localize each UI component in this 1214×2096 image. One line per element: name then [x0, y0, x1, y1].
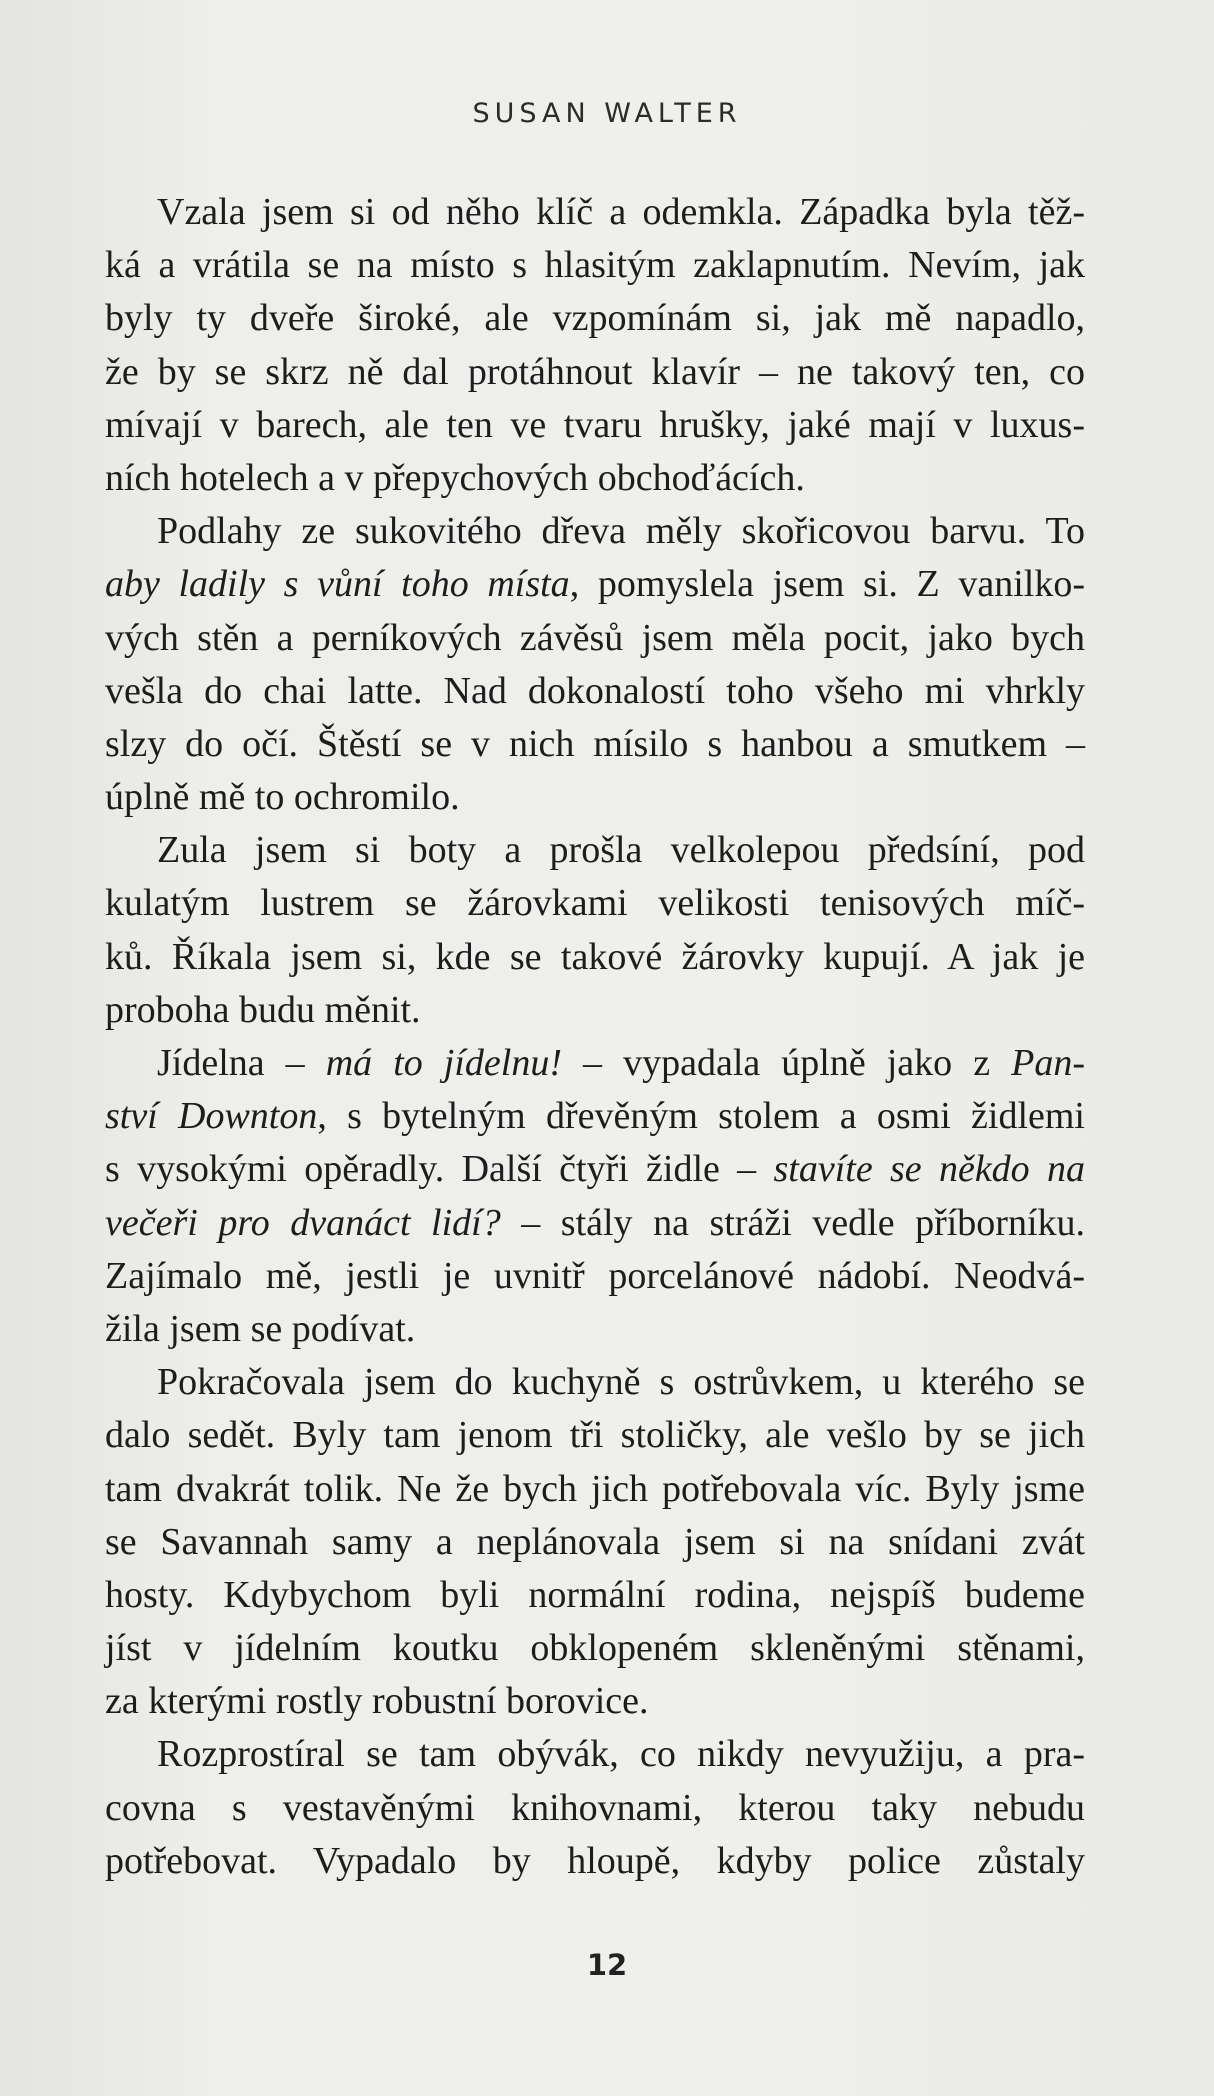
text-segment: , s bytelným dřevěným stolem a osmi židlemi: [317, 1095, 1085, 1138]
text-line: [105, 718, 1085, 771]
text-segment: vešla do chai latte. Nad dokonalostí toho všeho mi vhrkly: [105, 669, 1085, 712]
text-segment: Zula jsem si boty a prošla velkolepou předsíní, pod: [157, 829, 1085, 872]
text-line: [105, 346, 1085, 399]
text-line: [105, 931, 1085, 984]
italic-text: aby ladily s vůní toho místa: [105, 563, 570, 606]
text-segment: Vzala jsem si od něho klíč a odemkla. Západka byla těž-: [157, 191, 1085, 233]
text-line: [105, 1250, 1085, 1303]
text-segment: Jídelna –: [157, 1042, 326, 1084]
text-segment: Rozprostíral se tam obývák, co nikdy nevyužiju, a pra-: [157, 1733, 1085, 1776]
italic-text: ství Downton: [105, 1095, 318, 1138]
body-text: [105, 186, 1085, 1888]
text-segment: kulatým lustrem se žárovkami velikosti tenisových míč-: [105, 882, 1085, 925]
text-segment: – vypadala úplně jako z: [562, 1042, 1012, 1084]
text-segment: Pokračovala jsem do kuchyně s ostrůvkem, u kterého se: [157, 1361, 1085, 1404]
text-segment: – stály na stráži vedle příborníku.: [500, 1201, 1086, 1244]
text-segment: s vysokými opěradly. Další čtyři židle –: [105, 1148, 774, 1191]
text-line: [105, 1569, 1085, 1622]
text-line: [105, 1090, 1085, 1143]
text-line: [105, 558, 1085, 611]
text-line: [105, 1463, 1085, 1516]
text-line: [105, 1728, 1085, 1781]
running-head-author: SUSAN WALTER: [472, 98, 742, 129]
text-line: [105, 399, 1085, 452]
text-segment: hosty. Kdybychom byli normální rodina, nejspíš budeme: [105, 1573, 1085, 1616]
text-line: [105, 1356, 1085, 1409]
text-line: [105, 1835, 1085, 1888]
text-segment: Zajímalo mě, jestli je uvnitř porcelánové nádobí. Neodvá-: [105, 1254, 1085, 1297]
text-line: [105, 1143, 1085, 1196]
text-segment: mívají v barech, ale ten ve tvaru hrušky, jaké mají v luxus-: [105, 403, 1085, 446]
text-line: [105, 984, 1085, 1037]
text-line: [105, 1782, 1085, 1835]
text-line: [105, 239, 1085, 292]
text-segment: dalo sedět. Byly tam jenom tři stoličky, ale vešlo by se jich: [105, 1414, 1085, 1457]
text-line: [105, 771, 1085, 824]
text-segment: byly ty dveře široké, ale vzpomínám si, jak mě napadlo,: [105, 297, 1085, 340]
text-segment: žila jsem se podívat.: [105, 1307, 416, 1350]
text-line: [105, 505, 1085, 558]
text-line: [105, 186, 1085, 239]
text-segment: že by se skrz ně dal protáhnout klavír – ne takový ten, co: [105, 350, 1085, 393]
text-segment: ních hotelech a v přepychových obchoďácích.: [105, 456, 805, 499]
text-line: [105, 665, 1085, 718]
text-segment: ká a vrátila se na místo s hlasitým zaklapnutím. Nevím, jak: [105, 244, 1085, 287]
text-line: [105, 612, 1085, 665]
text-segment: úplně mě to ochromilo.: [105, 776, 460, 819]
text-segment: tam dvakrát tolik. Ne že bych jich potřebovala víc. Byly jsme: [105, 1467, 1085, 1510]
text-line: [105, 1622, 1085, 1675]
text-line: [105, 452, 1085, 505]
text-segment: ků. Říkala jsem si, kde se takové žárovky kupují. A jak je: [105, 935, 1085, 978]
italic-text: Pan-: [1011, 1042, 1085, 1084]
text-segment: covna s vestavěnými knihovnami, kterou taky nebudu: [105, 1786, 1085, 1829]
text-line: [105, 824, 1085, 877]
text-line: [105, 1037, 1085, 1090]
text-line: [105, 1516, 1085, 1569]
text-segment: Podlahy ze sukovitého dřeva měly skořicovou barvu. To: [157, 510, 1085, 553]
text-segment: za kterými rostly robustní borovice.: [105, 1680, 649, 1723]
italic-text: má to jídelnu!: [325, 1042, 562, 1084]
text-segment: proboha budu měnit.: [105, 988, 421, 1031]
italic-text: stavíte se někdo na: [773, 1148, 1085, 1191]
text-line: [105, 877, 1085, 930]
text-line: [105, 292, 1085, 345]
text-line: [105, 1409, 1085, 1462]
text-segment: jíst v jídelním koutku obklopeném skleněnými stěnami,: [105, 1627, 1085, 1670]
text-segment: , pomyslela jsem si. Z vanilko-: [569, 563, 1086, 606]
text-line: [105, 1303, 1085, 1356]
text-segment: slzy do očí. Štěstí se v nich mísilo s hanbou a smutkem –: [105, 722, 1085, 765]
text-segment: se Savannah samy a neplánovala jsem si na snídani zvát: [105, 1520, 1085, 1563]
text-segment: vých stěn a perníkových závěsů jsem měla pocit, jako bych: [105, 616, 1085, 659]
italic-text: večeři pro dvanáct lidí?: [105, 1201, 501, 1244]
text-line: [105, 1675, 1085, 1728]
page-number: 12: [586, 1948, 628, 1982]
text-segment: potřebovat. Vypadalo by hloupě, kdyby police zůstaly: [105, 1839, 1085, 1882]
text-line: [105, 1197, 1085, 1250]
